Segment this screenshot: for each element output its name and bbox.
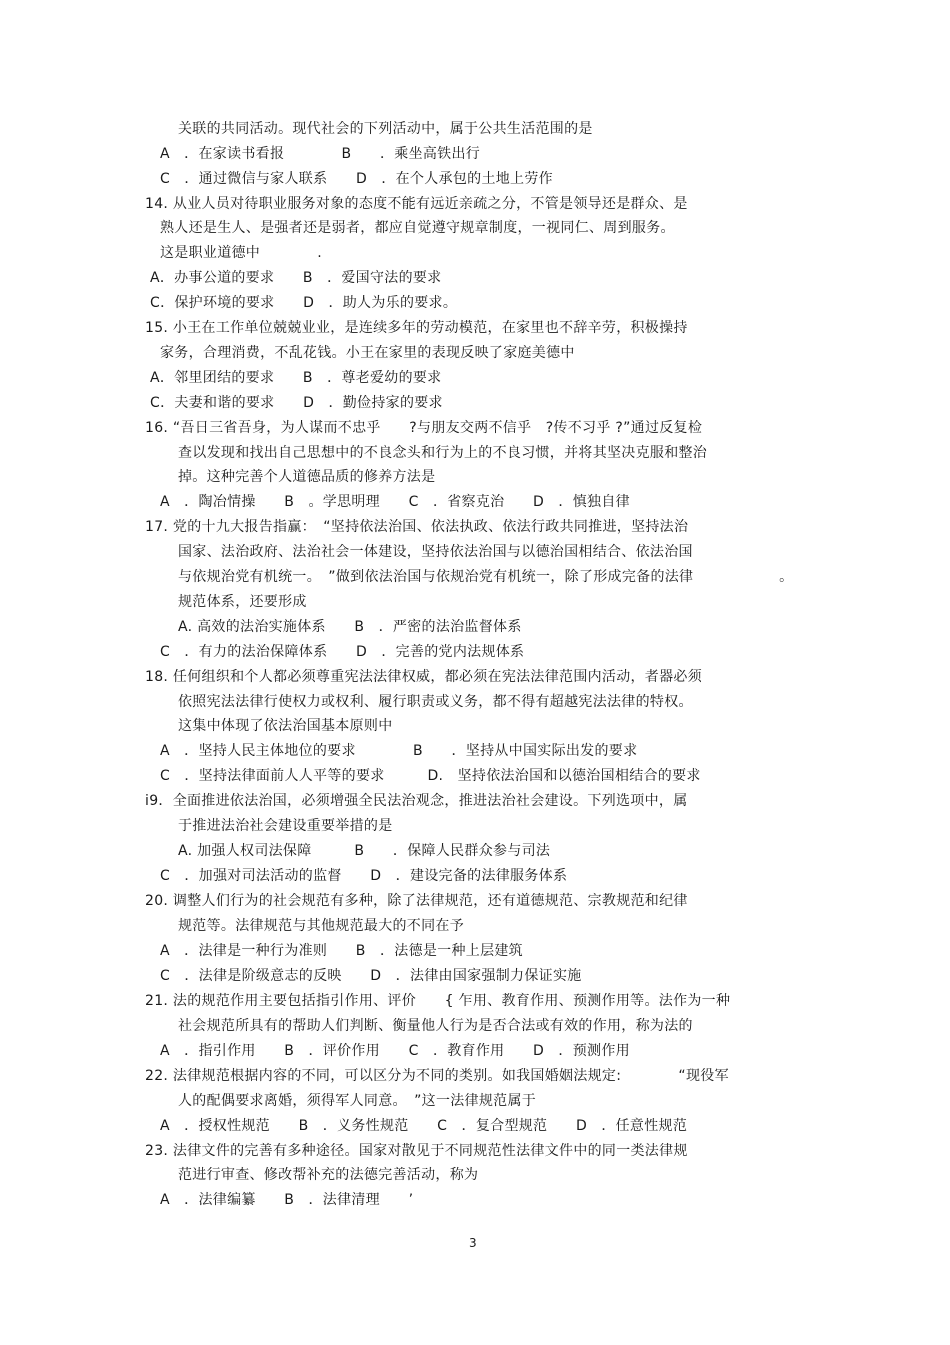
text-line: A ．在家读书看报 B ．乘坐高铁出行: [160, 146, 481, 162]
text-line: 16. “吾日三省吾身，为人谋而不忠乎 ?与朋友交两不信乎 ?传不习乎 ?”通过反复检: [145, 420, 703, 436]
text-line: 掉。这种完善个人道德品质的修养方法是: [178, 469, 436, 485]
text-line: 20. 调整人们行为的社会规范有多种，除了法律规范，还有道德规范、宗教规范和纪律: [145, 893, 688, 909]
text-line: 社会规范所具有的帮助人们判断、衡量他人行为是否合法或有效的作用，称为法的: [178, 1018, 693, 1034]
text-line: A ．陶冶情操 B 。学思明理 C ．省察克治 D ．慎独自律: [160, 494, 630, 510]
text-line: A. 加强人权司法保障 B ．保障人民群众参与司法: [178, 843, 551, 859]
text-line: 22. 法律规范根据内容的不同，可以区分为不同的类别。如我国婚姻法规定: “现役军: [145, 1068, 729, 1084]
text-line: 23. 法律文件的完善有多种途径。国家对散见于不同规范性法律文件中的同一类法律规: [145, 1143, 688, 1159]
text-line: 14. 从业人员对待职业服务对象的态度不能有远近亲疏之分，不管是领导还是群众、是: [145, 196, 688, 212]
page-number: 3: [469, 1236, 477, 1250]
text-line: C ．加强对司法活动的监督 D ．建设完备的法律服务体系: [160, 868, 568, 884]
text-line: A ．法律编纂 B ．法律清理 ’: [160, 1192, 414, 1208]
text-line: 依照宪法法律行使权力或权利、履行职责或义务，都不得有超越宪法法律的特权。: [178, 694, 693, 710]
text-line: A. 高效的法治实施体系 B ．严密的法治监督体系: [178, 619, 522, 635]
text-line: A ．坚持人民主体地位的要求 B ．坚持从中国实际出发的要求: [160, 743, 638, 759]
text-line: A ．指引作用 B ．评价作用 C ．教育作用 D ．预测作用: [160, 1043, 630, 1059]
text-line: C ．通过微信与家人联系 D ．在个人承包的土地上劳作: [160, 171, 553, 187]
text-line: 关联的共同活动。现代社会的下列活动中，属于公共生活范围的是: [178, 121, 593, 137]
text-line: C ．有力的法治保障体系 D ．完善的党内法规体系: [160, 644, 525, 660]
text-line: A．办事公道的要求 B ．爱国守法的要求: [150, 270, 442, 286]
text-line: 这是职业道德中 .: [160, 245, 323, 261]
text-line: 家务，合理消费，不乱花钱。小王在家里的表现反映了家庭美德中: [160, 345, 575, 361]
text-line: 与依规治党有机统一。 ”做到依法治国与依规治党有机统一，除了形成完备的法律 。: [178, 569, 794, 585]
text-line: 于推进法治社会建设重要举措的是: [178, 818, 393, 834]
text-line: 规范等。法律规范与其他规范最大的不同在予: [178, 918, 464, 934]
text-line: 15. 小王在工作单位兢兢业业，是连续多年的劳动模范，在家里也不辞辛劳，积极操持: [145, 320, 688, 336]
text-line: 人的配偶要求离婚，须得军人同意。 ”这一法律规范属于: [178, 1093, 537, 1109]
text-line: A ．授权性规范 B ．义务性规范 C ．复合型规范 D ．任意性规范: [160, 1118, 688, 1134]
text-line: A．邻里团结的要求 B ．尊老爱幼的要求: [150, 370, 442, 386]
text-line: 熟人还是生人、是强者还是弱者，都应自觉遵守规章制度，一视同仁、周到服务。: [160, 220, 675, 236]
text-line: 17. 党的十九大报告指赢： “坚持依法治国、依法执政、依法行政共同推进，坚持法治: [145, 519, 689, 535]
text-line: 规范体系，还要形成: [178, 594, 307, 610]
text-line: A ．法律是一种行为准则 B ．法德是一种上层建筑: [160, 943, 523, 959]
text-line: C．夫妻和谐的要求 D ．勤俭持家的要求: [150, 395, 443, 411]
text-line: 范进行审查、修改帮补充的法德完善活动，称为: [178, 1167, 479, 1183]
text-line: 这集中体现了依法治国基本原则中: [178, 718, 393, 734]
text-line: i9．全面推进依法治国，必须增强全民法治观念，推进法治社会建设。下列选项中，属: [145, 793, 688, 809]
text-line: C．保护环境的要求 D ．助人为乐的要求。: [150, 295, 458, 311]
text-line: 国家、法治政府、法治社会一体建设，坚持依法治国与以德治国相结合、依法治国: [178, 544, 693, 560]
text-line: 21. 法的规范作用主要包括指引作用、评价 { 乍用、教育作用、预测作用等。法作为一种: [145, 993, 731, 1009]
text-line: 查以发现和找出自己思想中的不良念头和行为上的不良习惯，并将其坚决克服和整治: [178, 445, 708, 461]
text-line: C ．坚持法律面前人人平等的要求 D. 坚持依法治国和以德治国相结合的要求: [160, 768, 701, 784]
text-line: 18. 任何组织和个人都必须尊重宪法法律权威，都必须在宪法法律范围内活动，者器必须: [145, 669, 703, 685]
text-line: C ．法律是阶级意志的反映 D ．法律由国家强制力保证实施: [160, 968, 582, 984]
